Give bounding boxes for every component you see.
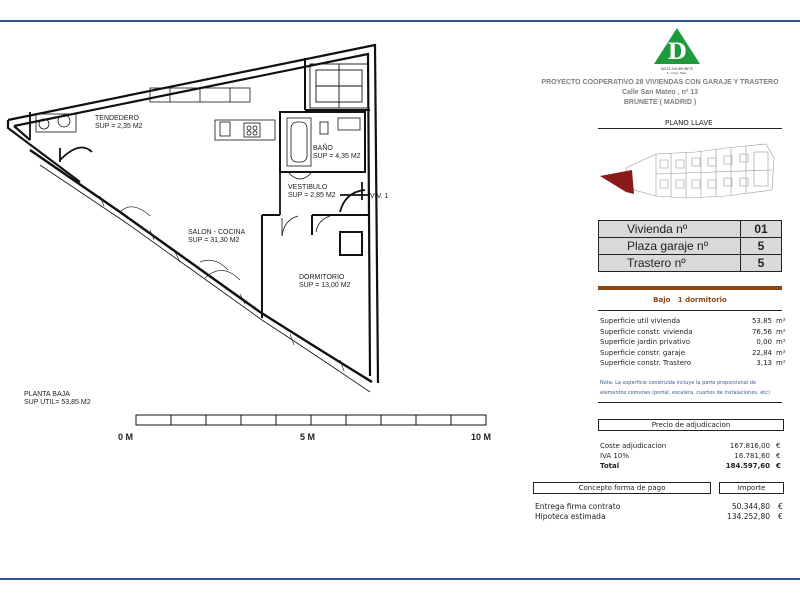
room-bano bbox=[313, 145, 361, 161]
room-area: SUP = 2,35 M2 bbox=[95, 123, 143, 130]
note-rule bbox=[598, 402, 782, 403]
logo-line1: DELTA SIN BRUNETE bbox=[660, 67, 694, 71]
tipo-rule bbox=[598, 310, 782, 311]
row-value: 50.344,80 bbox=[731, 502, 770, 511]
divider-rule bbox=[598, 128, 782, 129]
list-item bbox=[598, 441, 788, 451]
scale-label-10: 10 M bbox=[471, 432, 492, 442]
row-label: IVA 10% bbox=[600, 452, 629, 460]
row-unit: € bbox=[776, 442, 781, 450]
list-item bbox=[598, 461, 788, 471]
brown-bar bbox=[598, 286, 782, 290]
room-area: SUP = 13,00 M2 bbox=[299, 282, 351, 289]
room-tendedero bbox=[95, 115, 143, 131]
row-value: 16.781,60 bbox=[734, 452, 770, 460]
vivienda-label: Vivienda nº bbox=[599, 221, 741, 238]
row-unit: € bbox=[778, 512, 783, 521]
planta-label bbox=[24, 391, 91, 407]
room-name: BAÑO bbox=[313, 145, 333, 152]
planta-name: PLANTA BAJA bbox=[24, 391, 70, 398]
scale-label-0: 0 M bbox=[118, 432, 134, 442]
garaje-value: 5 bbox=[741, 238, 782, 255]
list-item bbox=[598, 327, 788, 337]
list-item bbox=[598, 451, 788, 461]
row-label: Coste adjudicacion bbox=[600, 442, 667, 450]
row-label: Hipoteca estimada bbox=[535, 512, 606, 521]
room-dormitorio bbox=[299, 274, 350, 290]
row-label: Superficie constr. vivienda bbox=[600, 327, 693, 336]
vivienda-value: 01 bbox=[741, 221, 782, 238]
tipo-num: 1 bbox=[677, 296, 683, 304]
logo-line2: S. Coop. Mad. bbox=[666, 71, 688, 75]
tipo-dorm: dormitorio bbox=[685, 296, 727, 304]
list-item bbox=[533, 502, 783, 512]
note-text: Nota: La superficie construida incluye la parte proporcional de elementos comunes (portal, escalera, cuartos de instalaciones, etc) bbox=[600, 380, 770, 396]
room-area: SUP = 4,35 M2 bbox=[313, 153, 361, 160]
room-area: SUP = 31,30 M2 bbox=[188, 237, 240, 244]
plano-llave-title: PLANO LLAVE bbox=[665, 119, 713, 127]
row-unit: m² bbox=[776, 359, 786, 367]
row-label: Superficie util vivienda bbox=[600, 317, 681, 325]
tipo-line bbox=[598, 296, 782, 304]
project-title: PROYECTO COOPERATIVO 28 VIVIENDAS CON GARAJE Y TRASTERO bbox=[541, 79, 779, 86]
row-unit: m² bbox=[776, 338, 786, 346]
row-value: 22,84 bbox=[751, 348, 772, 357]
room-vestibulo bbox=[288, 184, 336, 200]
room-name: TENDEDERO bbox=[95, 115, 139, 122]
row-label: Total bbox=[600, 462, 620, 470]
list-item bbox=[533, 512, 783, 522]
row-value: 167.816,00 bbox=[729, 442, 770, 450]
svg-text:D: D bbox=[667, 39, 687, 65]
concepto-header: Concepto forma de pago bbox=[533, 482, 711, 494]
row-unit: € bbox=[776, 452, 781, 460]
row-value: 134.252,80 bbox=[727, 512, 770, 521]
project-address: Calle San Mateo , nº 13 bbox=[621, 89, 699, 96]
planta-area: SUP UTIL= 53,85 M2 bbox=[24, 399, 91, 406]
identifier-table bbox=[598, 220, 782, 272]
row-unit: € bbox=[778, 502, 783, 511]
precio-title: Precio de adjudicacion bbox=[598, 419, 784, 431]
row-label: Superficie constr. Trastero bbox=[600, 359, 692, 367]
list-item bbox=[598, 358, 788, 368]
company-logo bbox=[652, 26, 702, 76]
row-value: 3,13 bbox=[756, 359, 772, 367]
row-label: Entrega firma contrato bbox=[535, 502, 621, 511]
project-city: BRUNETE ( MADRID ) bbox=[623, 99, 697, 106]
viv-label: VIV. 1 bbox=[370, 193, 389, 200]
room-salon bbox=[188, 229, 245, 245]
list-item bbox=[598, 337, 788, 347]
row-value: 184.597,60 bbox=[725, 462, 770, 470]
scale-label-5: 5 M bbox=[300, 432, 316, 442]
importe-header: Importe bbox=[719, 482, 784, 494]
key-plan bbox=[596, 138, 782, 204]
table-row bbox=[599, 221, 782, 238]
list-item bbox=[598, 316, 788, 326]
row-value: 53,85 bbox=[751, 317, 772, 325]
trastero-value: 5 bbox=[741, 255, 782, 272]
row-unit: m² bbox=[776, 348, 786, 357]
trastero-label: Trastero nº bbox=[599, 255, 741, 272]
row-value: 76,56 bbox=[751, 327, 772, 336]
room-name: VESTIBULO bbox=[288, 184, 328, 191]
room-name: SALON - COCINA bbox=[188, 229, 246, 236]
list-item bbox=[598, 348, 788, 358]
scale-bar bbox=[136, 415, 486, 425]
room-area: SUP = 2,85 M2 bbox=[288, 192, 336, 199]
row-unit: m² bbox=[776, 317, 786, 325]
room-name: DORMITORIO bbox=[299, 274, 345, 281]
row-unit: m² bbox=[776, 327, 786, 336]
row-unit: € bbox=[776, 462, 781, 470]
key-plan-highlight bbox=[600, 170, 634, 194]
row-value: 0,00 bbox=[756, 338, 772, 346]
row-label: Superficie jardin privativo bbox=[600, 338, 691, 346]
garaje-label: Plaza garaje nº bbox=[599, 238, 741, 255]
row-label: Superficie constr. garaje bbox=[600, 348, 686, 357]
table-row bbox=[599, 238, 782, 255]
table-row bbox=[599, 255, 782, 272]
tipo-planta: Bajo bbox=[653, 296, 671, 304]
